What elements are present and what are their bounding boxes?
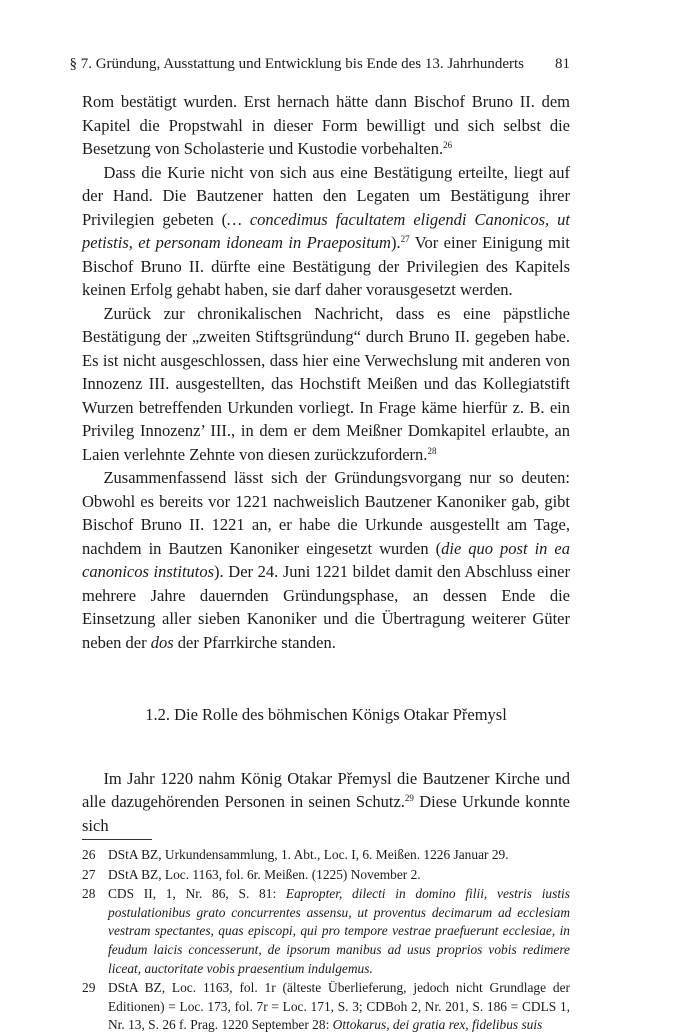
italic-text: die quo post in ea canonicos institutos	[82, 538, 570, 581]
text-run: DStA BZ, Loc. 1163, fol. 1r (älteste Überlieferung, jedoch nicht Grundlage der Editionen) = Loc. 173, fol. 7r = Loc. 171, S. 3; CDBoh 2, Nr. 201, S. 186 = CDLS 1, Nr. 13, S. 26 f. Prag. 1220 September 28:	[108, 980, 570, 1033]
footnote	[82, 846, 570, 865]
text-run: Im Jahr 1220 nahm König Otakar Přemysl die Bautzener Kirche und alle dazugehörenden Personen in seinen Schutz.	[82, 768, 570, 811]
italic-text: Eapropter, dilecti in domino filii, vestris iustis postulationibus grato concurrentes assensu, ut proventus decimarum ad ecclesiam vestram spectantes, quas episcopi, qui pro tempore vestrae praefuerunt ecclesiae, in feudum laicis concesserunt, de ipsorum manibus ad usus proprios vobis redimere liceat, auctoritate vobis praesentium indulgemus.	[108, 886, 570, 976]
text-run: Zusammenfassend lässt sich der Gründungsvorgang nur so deuten: Obwohl es bereits vor 1221 nachweislich Bautzener Kanoniker gab, gibt Bischof Bruno II. 1221 an, er habe die Urkunde ausgestellt am Tage, nachdem in Bautzen Kanoniker eingesetzt wurden (	[82, 468, 570, 558]
running-title: § 7. Gründung, Ausstattung und Entwicklung bis Ende des 13. Jahrhunderts	[69, 56, 524, 72]
paragraph	[82, 466, 570, 654]
paragraph	[82, 161, 570, 302]
italic-text: dos	[150, 632, 174, 652]
text-run: Diese Urkunde konnte sich	[82, 792, 570, 835]
text-run: Vor einer Einigung mit Bischof Bruno II. dürfte eine Bestätigung der Privilegien des Kapitels keinen Erfolg gehabt haben, sie darf daher vorausgesetzt werden.	[82, 233, 570, 299]
running-header	[69, 56, 570, 86]
paragraphs-after-heading	[82, 767, 570, 838]
footnote-ref: 26	[443, 140, 453, 150]
paragraph	[82, 90, 570, 161]
footnote-separator	[82, 839, 152, 840]
text-run: CDS II, 1, Nr. 86, S. 81:	[108, 886, 286, 902]
italic-text: … concedimus facultatem eligendi Canonicos, ut petistis, et personam idoneam in Praepositum	[82, 209, 570, 252]
footnote-number: 28	[82, 886, 96, 902]
page-number: 81	[555, 56, 570, 72]
section-heading: 1.2. Die Rolle des böhmischen Königs Otakar Přemysl	[145, 705, 507, 724]
text-run: ). Der 24. Juni 1221 bildet damit den Abschluss einer mehrere Jahre dauernden Gründungsphase, an dessen Ende die Einsetzung aller sieben Kanoniker und die Übertragung weiterer Güter neben der	[82, 562, 570, 652]
italic-text: Ottokarus, dei gratia rex, fidelibus suis	[332, 1017, 543, 1033]
text-run: Zurück zur chronikalischen Nachricht, dass es eine päpstliche Bestätigung der „zweiten Stiftsgründung“ durch Bruno II. gegeben habe. Es ist nicht ausgeschlossen, dass hier eine Verwechslung mit anderen von Innozenz III. ausgestellten, das Hochstift Meißen und das Kollegiatstift Wurzen betreffenden Urkunden vorliegt. In Frage käme hierfür z. B. ein Privileg Innozenz’ III., in dem er dem Meißner Domkapitel erlaubte, an Laien verlehnte Zehnte von diesen zurückzufordern.	[82, 303, 570, 464]
text-run: ).	[390, 233, 401, 252]
text-run: DStA BZ, Loc. 1163, fol. 6r. Meißen. (1225) November 2.	[108, 866, 421, 882]
footnote-number: 29	[82, 980, 96, 996]
footnote-ref: 29	[404, 793, 414, 803]
paragraph	[82, 767, 570, 838]
footnote	[82, 885, 570, 978]
paragraph	[82, 302, 570, 467]
text-run: Dass die Kurie nicht von sich aus eine Bestätigung erteilte, liegt auf der Hand. Die Bautzener hatten den Legaten um Bestätigung ihrer Privilegien gebeten (	[82, 162, 570, 229]
footnote	[82, 866, 570, 885]
text-run: DStA BZ, Urkundensammlung, 1. Abt., Loc. I, 6. Meißen. 1226 Januar 29.	[108, 847, 509, 862]
text-run: der Pfarrkirche standen.	[173, 632, 336, 652]
footnote-ref: 28	[427, 445, 437, 456]
footnote-ref: 27	[400, 234, 410, 244]
main-text	[82, 90, 570, 1036]
text-run: Rom bestätigt wurden. Erst hernach hätte dann Bischof Bruno II. dem Kapitel die Propstwahl in dieser Form bewilligt und sich selbst die Besetzung von Scholasterie und Kustodie vorbehalten.	[82, 92, 570, 158]
paragraphs-before-heading	[82, 90, 570, 654]
footnotes	[82, 846, 570, 1035]
footnote-number: 27	[82, 866, 96, 882]
footnote-number: 26	[82, 847, 96, 862]
